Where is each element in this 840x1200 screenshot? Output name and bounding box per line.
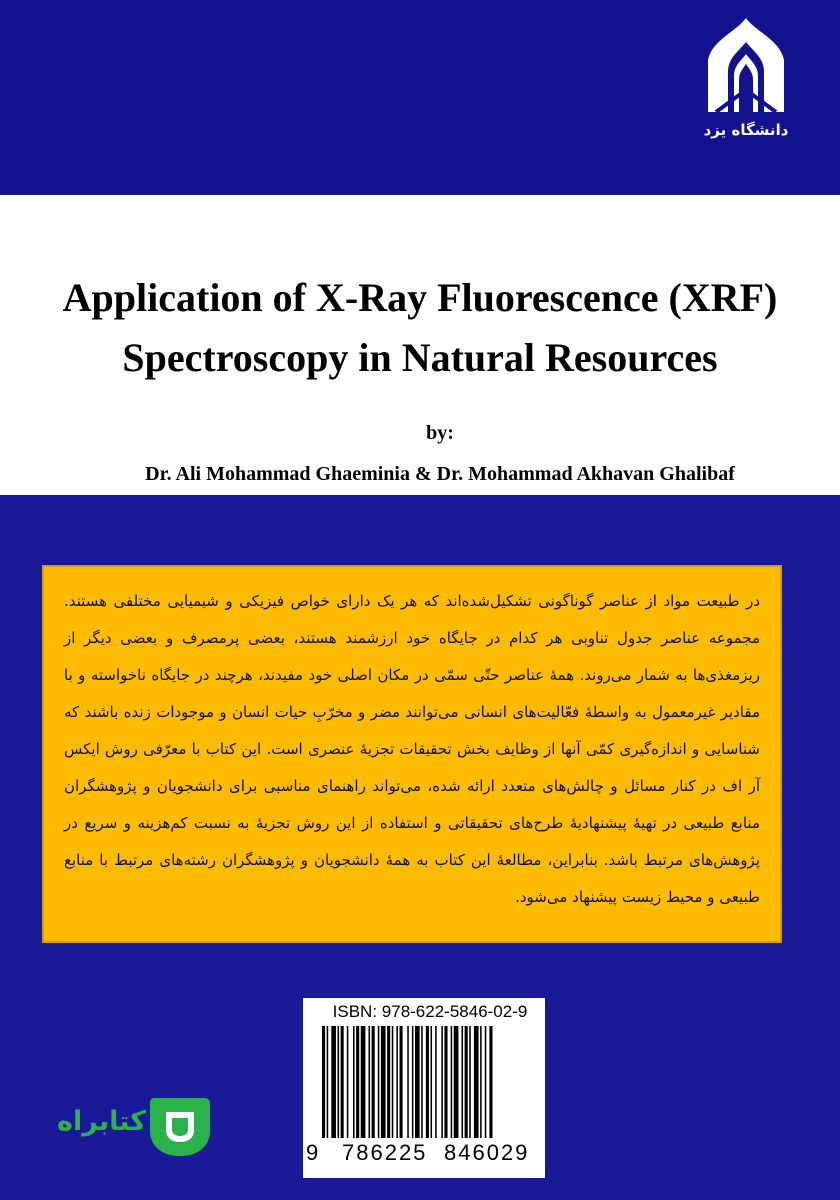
barcode: [322, 1026, 532, 1144]
isbn-label: ISBN: 978-622-5846-02-9: [332, 1002, 528, 1021]
by-label: by:: [426, 422, 454, 444]
authors: Dr. Ali Mohammad Ghaeminia & Dr. Mohammad Akhavan Ghalibaf: [145, 463, 735, 485]
abstract-text: در طبیعت مواد از عناصر گوناگونی تشکیل‌شده‌اند که هر یک دارای خواص فیزیکی و شیمیایی مختلفی هستند. مجموعه عناصر جدول تناوبی هر کدام در جایگاه خود ارزشمند هستند، بعضی پرمصرف و بعضی دیگر از ریزمغذی‌ها به شمار می‌روند. همهٔ عناصر حتّی سمّی در مکان اصلی خود مفیدند، هرچند در جایگاه ناخواسته و با مقادیر غیرمعمول به واسطهٔ فعّالیت‌های انسانی می‌توانند مضر و مخرّبِ حیات انسان و موجودات زنده باشند که شناسایی و اندازه‌گیری کمّی آنها از وظایف بخش تحقیقات تجزیهٔ عنصری است. این کتاب با معرّفی روش ایکس آر اف در کنار مسائل و چالش‌های متعدد ارائه شده، می‌تواند راهنمای مناسبی برای دانشجویان و پژوهشگران منابع طبیعی در تهیهٔ پیشنهادیهٔ طرح‌های تحقیقاتی و استفاده از این روش تجزیهٔ به نسبت کم‌هزینه و سریع در پژوهش‌های مرتبط باشد. بنابراین، مطالعهٔ این کتاب به همهٔ دانشجویان و پژوهشگران رشته‌های مرتبط با منابع طبیعی و محیط زیست پیشنهاد می‌شود.: [64, 592, 760, 906]
book-title-line-2: Spectroscopy in Natural Resources: [122, 335, 718, 380]
barcode-digits-left: 786225: [342, 1140, 428, 1165]
publisher-name: کتابراه: [57, 1106, 146, 1137]
university-name: دانشگاه یزد: [703, 121, 789, 139]
book-title-line-1: Application of X-Ray Fluorescence (XRF): [62, 275, 778, 320]
barcode-digit-lead: 9: [306, 1140, 319, 1165]
barcode-digits-right: 846029: [444, 1140, 530, 1165]
book-title: [20, 268, 820, 388]
yazd-university-arch-emblem-icon: [698, 14, 794, 122]
abstract-box: [42, 565, 782, 943]
